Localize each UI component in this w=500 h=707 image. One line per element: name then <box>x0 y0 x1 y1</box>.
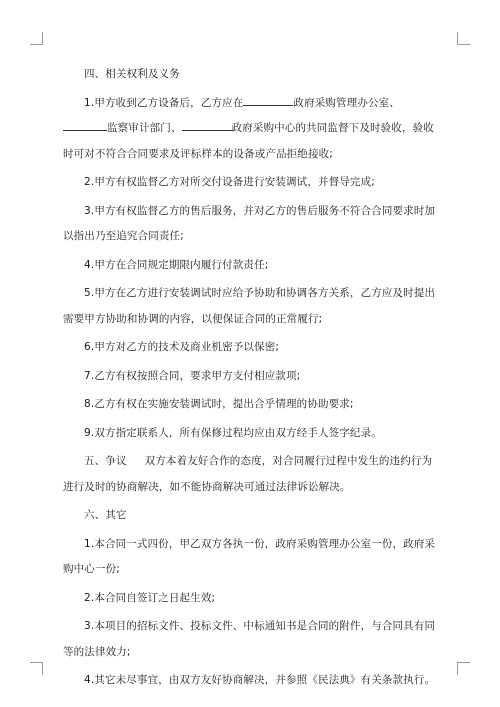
section-4-item-9: 9.双方指定联系人，所有保修过程均应由双方经手人签字纪录。 <box>84 426 382 439</box>
section-6-heading: 六、其它 <box>84 509 127 521</box>
section-6-item-3: 3.本项目的招标文件、投标文件、中标通知书是合同的附件，与合同具有同等的法律效力; <box>63 620 436 658</box>
section-5-body: 双方本着友好合作的态度，对合同履行过程中发生的违约行为进行及时的协商解决，如不能协商解决可通过法律诉讼解决。 <box>63 455 433 493</box>
section-5-heading: 五、争议 <box>84 455 127 467</box>
section-4-item-5: 5.甲方在乙方进行安装调试时应给予协助和协调各方关系，乙方应及时提出需要甲方协助和协调的内容，以便保证合同的正常履行; <box>63 287 436 325</box>
item-1-text-a: 1.甲方收到乙方设备后，乙方应在 <box>84 96 244 109</box>
section-4-item-6: 6.甲方对乙方的技术及商业机密予以保密; <box>84 341 280 353</box>
blank-field-3 <box>182 119 232 131</box>
section-5-paragraph <box>63 449 437 500</box>
corner-mark-bottom-left <box>30 662 43 675</box>
item-1-text-b: 政府采购管理办公室、 <box>293 96 400 109</box>
section-4-item-8: 8.乙方有权在实施安装调试时，提出合乎情理的协助要求; <box>84 398 354 410</box>
section-6-item-4: 4.其它未尽事宜，由双方友好协商解决，并参照《民法典》有关条款执行。 <box>84 674 436 686</box>
item-1-text-c: 监察审计部门、 <box>107 122 182 134</box>
blank-field-2 <box>63 119 107 131</box>
section-4-heading: 四、相关权利及义务 <box>84 68 180 80</box>
corner-mark-top-left <box>30 32 43 45</box>
corner-mark-bottom-right <box>457 662 470 675</box>
section-6-item-2: 2.本合同自签订之日起生效; <box>84 591 216 604</box>
item-1-text-d: 政府采购中心的共同监督下及时验收，验收时可对不符合合同要求及评标样本的设备或产品拒绝接收; <box>63 122 434 160</box>
section-4-item-7: 7.乙方有权按照合同，要求甲方支付相应款项; <box>84 369 301 382</box>
document-body <box>63 62 437 694</box>
corner-mark-top-right <box>457 32 470 45</box>
section-4-item-2: 2.甲方有权监督乙方对所交付设备进行安装调试，并督导完成; <box>84 176 375 188</box>
blank-field-1 <box>243 94 293 106</box>
section-4-item-4: 4.甲方在合同规定期限内履行付款责任; <box>84 258 269 271</box>
section-4-item-3: 3.甲方有权监督乙方的售后服务，并对乙方的售后服务不符合合同要求时加以指出乃至追究合同责任; <box>63 204 436 242</box>
section-4-item-1 <box>63 91 437 168</box>
section-6-item-1: 1.本合同一式四份，甲乙双方各执一份，政府采购管理办公室一份，政府采购中心一份; <box>63 537 436 575</box>
